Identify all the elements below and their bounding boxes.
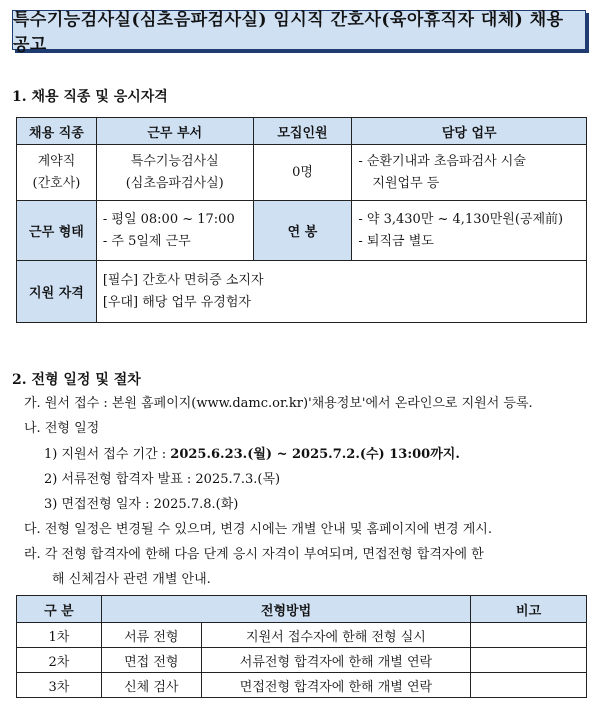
page-title: 특수기능검사실(심초음파검사실) 임시직 간호사(육아휴직자 대체) 채용 공고 [12, 10, 586, 50]
table-row [17, 145, 587, 201]
qualification-cell: [필수] 간호사 면허증 소지자 [우대] 해당 업무 유경험자 [96, 261, 586, 323]
table-row: 1차 서류 전형 지원서 접수자에 한해 전형 실시 [17, 623, 587, 648]
item-ra-line1: 라. 각 전형 합격자에 한해 다음 단계 응시 자격이 부여되며, 면접전형 합격자에 한 [24, 547, 484, 562]
schedule-2: 2) 서류전형 합격자 발표 : 2025.7.3.(목) [44, 472, 281, 487]
work-type-label: 근무 형태 [17, 201, 97, 261]
schedule-3: 3) 면접전형 일자 : 2025.7.8.(화) [44, 497, 239, 512]
header-duties: 담당 업무 [352, 118, 587, 145]
table-row: 3차 신체 검사 면접전형 합격자에 한해 개별 연락 [17, 673, 587, 698]
header-department: 근무 부서 [96, 118, 253, 145]
schedule-1: 1) 지원서 접수 기간 : 2025.6.23.(월) ~ 2025.7.2.(수) 13:00까지. [44, 447, 460, 462]
table-row [17, 261, 587, 323]
table-row: 2차 면접 전형 서류전형 합격자에 한해 개별 연락 [17, 648, 587, 673]
header-note: 비고 [471, 596, 587, 623]
table-row [17, 201, 587, 261]
item-ra-line2: 해 신체검사 관련 개별 안내. [52, 572, 211, 587]
header-count: 모집인원 [253, 118, 352, 145]
duties-cell: - 순환기내과 초음파검사 시술 지원업무 등 [352, 145, 587, 201]
recruitment-table [16, 117, 587, 323]
header-stage: 구 분 [17, 596, 102, 623]
header-job-type: 채용 직종 [17, 118, 97, 145]
table-header-row [17, 118, 587, 145]
header-method: 전형방법 [101, 596, 470, 623]
salary-label: 연 봉 [253, 201, 352, 261]
qualification-label: 지원 자격 [17, 261, 97, 323]
work-type-cell: - 평일 08:00 ~ 17:00 - 주 5일제 근무 [96, 201, 253, 261]
section2-heading: 2. 전형 일정 및 절차 [12, 372, 141, 388]
item-na: 나. 전형 일정 [24, 421, 100, 436]
job-type-cell: 계약직 (간호사) [17, 145, 97, 201]
salary-cell: - 약 3,430만 ~ 4,130만원(공제前) - 퇴직금 별도 [352, 201, 587, 261]
count-cell: 0명 [253, 145, 352, 201]
section1-heading: 1. 채용 직종 및 응시자격 [12, 89, 168, 105]
item-da: 다. 전형 일정은 변경될 수 있으며, 변경 시에는 개별 안내 및 홈페이지에 변경 게시. [24, 522, 492, 537]
department-cell: 특수기능검사실 (심초음파검사실) [96, 145, 253, 201]
table-header-row [17, 596, 587, 623]
item-ga: 가. 원서 접수 : 본원 홈페이지(www.damc.or.kr)'채용정보'에서 온라인으로 지원서 등록. [24, 396, 533, 411]
procedure-table [16, 595, 587, 698]
